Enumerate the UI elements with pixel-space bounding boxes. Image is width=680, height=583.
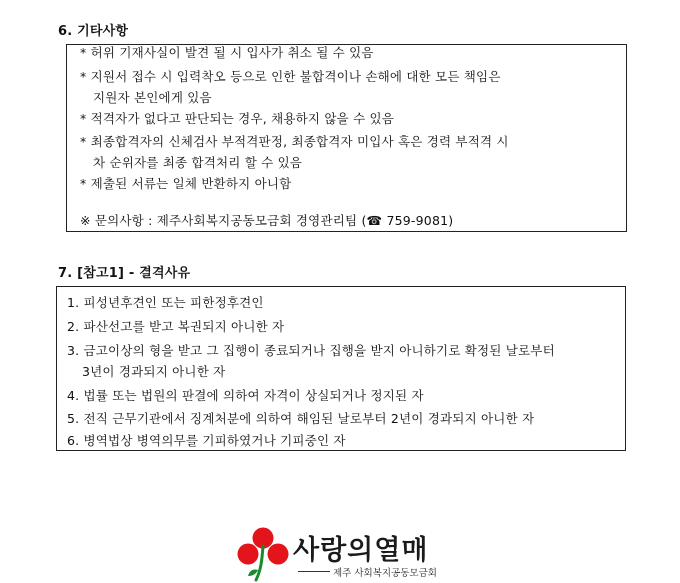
contact-line: ※ 문의사항 : 제주사회복지공동모금회 경영관리팀 (☎ 759-9081)	[80, 213, 454, 228]
notice-line: * 최종합격자의 신체검사 부적격판정, 최종합격자 미입사 혹은 경력 부적격 시	[80, 134, 509, 149]
notice-line: * 적격자가 없다고 판단되는 경우, 채용하지 않을 수 있음	[80, 111, 395, 126]
logo-rule	[298, 571, 330, 572]
disqualification-item: 1. 피성년후견인 또는 피한정후견인	[67, 295, 264, 310]
logo-subtitle: 제주 사회복지공동모금회	[333, 568, 437, 579]
notice-line: * 제출된 서류는 일체 반환하지 아니함	[80, 176, 292, 191]
notice-line: * 지원서 접수 시 입력착오 등으로 인한 불합격이나 손해에 대한 모든 책임은	[80, 69, 501, 84]
disqualification-item: 5. 전직 근무기관에서 징계처분에 의하여 해임된 날로부터 2년이 경과되지 아니한 자	[67, 411, 535, 426]
notice-line: 지원자 본인에게 있음	[93, 90, 212, 105]
three-fruit-icon	[234, 524, 292, 582]
disqualification-item: 4. 법률 또는 법원의 판결에 의하여 자격이 상실되거나 정지된 자	[67, 388, 424, 403]
disqualification-item: 3년이 경과되지 아니한 자	[82, 364, 226, 379]
notice-line: 차 순위자를 최종 합격처리 할 수 있음	[93, 155, 303, 170]
logo-name: 사랑의열매	[293, 535, 429, 566]
disqualification-item: 3. 금고이상의 형을 받고 그 집행이 종료되거나 집행을 받지 아니하기로 확정된 날로부터	[67, 343, 555, 358]
section-7-box	[56, 286, 626, 451]
section-7-title: 7. [참고1] - 결격사유	[58, 266, 191, 281]
section-6-box	[66, 44, 627, 232]
notice-line: * 허위 기재사실이 발견 될 시 입사가 취소 될 수 있음	[80, 45, 374, 60]
disqualification-item: 6. 병역법상 병역의무를 기피하였거나 기피중인 자	[67, 433, 346, 448]
disqualification-item: 2. 파산선고를 받고 복권되지 아니한 자	[67, 319, 285, 334]
section-6-title: 6. 기타사항	[58, 24, 129, 39]
